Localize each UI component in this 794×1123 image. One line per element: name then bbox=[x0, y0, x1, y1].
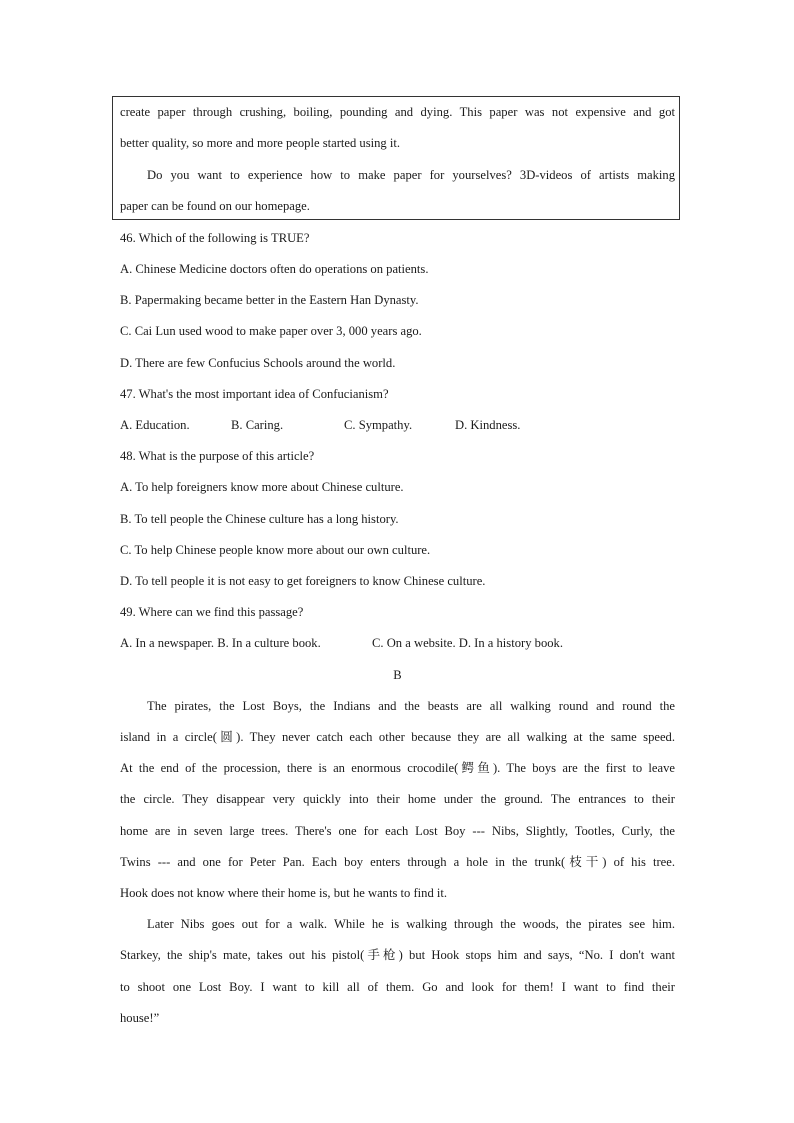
question-46-option-d: D. There are few Confucius Schools around the world. bbox=[120, 356, 396, 370]
question-47-option-a: A. Education. bbox=[120, 418, 190, 432]
passage-line: The pirates, the Lost Boys, the Indians and the beasts are all walking round and round the bbox=[147, 699, 675, 713]
passage-line: At the end of the procession, there is an enormous crocodile(鳄鱼). The boys are the first to leave bbox=[120, 761, 675, 775]
section-heading-b: B bbox=[393, 668, 402, 682]
passage-line: home are in seven large trees. There's one for each Lost Boy --- Nibs, Slightly, Tootles, Curly, the bbox=[120, 824, 675, 838]
question-49-options-cd: C. On a website. D. In a history book. bbox=[372, 636, 563, 650]
question-48-option-d: D. To tell people it is not easy to get foreigners to know Chinese culture. bbox=[120, 574, 486, 588]
passage-line: Hook does not know where their home is, but he wants to find it. bbox=[120, 886, 448, 900]
question-47: 47. What's the most important idea of Confucianism? bbox=[120, 387, 389, 401]
question-48: 48. What is the purpose of this article? bbox=[120, 449, 315, 463]
question-47-option-d: D. Kindness. bbox=[455, 418, 521, 432]
question-47-option-c: C. Sympathy. bbox=[344, 418, 413, 432]
question-49-options-ab: A. In a newspaper. B. In a culture book. bbox=[120, 636, 321, 650]
passage-line: house!” bbox=[120, 1011, 160, 1025]
passage-line: Starkey, the ship's mate, takes out his pistol(手枪) but Hook stops him and says, “No. I don't want bbox=[120, 948, 675, 962]
question-46-option-c: C. Cai Lun used wood to make paper over 3, 000 years ago. bbox=[120, 324, 422, 338]
question-46-option-b: B. Papermaking became better in the Eastern Han Dynasty. bbox=[120, 293, 419, 307]
passage-line: island in a circle(圆). They never catch each other because they are all walking at the same speed. bbox=[120, 730, 675, 744]
question-47-option-b: B. Caring. bbox=[231, 418, 284, 432]
passage-line: Twins --- and one for Peter Pan. Each boy enters through a hole in the trunk(枝干) of his tree. bbox=[120, 855, 675, 869]
question-46-option-a: A. Chinese Medicine doctors often do operations on patients. bbox=[120, 262, 429, 276]
passage-line: to shoot one Lost Boy. I want to kill all of them. Go and look for them! I want to find their bbox=[120, 980, 675, 994]
question-48-option-a: A. To help foreigners know more about Chinese culture. bbox=[120, 480, 404, 494]
box-line-2: better quality, so more and more people started using it. bbox=[120, 136, 401, 150]
question-48-option-c: C. To help Chinese people know more about our own culture. bbox=[120, 543, 431, 557]
passage-line: the circle. They disappear very quickly into their home under the ground. The entrances to their bbox=[120, 792, 675, 806]
question-49: 49. Where can we find this passage? bbox=[120, 605, 304, 619]
box-line-1: create paper through crushing, boiling, pounding and dying. This paper was not expensive and got bbox=[120, 105, 675, 119]
box-line-4: paper can be found on our homepage. bbox=[120, 199, 310, 213]
box-line-3: Do you want to experience how to make paper for yourselves? 3D-videos of artists making bbox=[147, 168, 675, 182]
question-48-option-b: B. To tell people the Chinese culture has a long history. bbox=[120, 512, 399, 526]
passage-line: Later Nibs goes out for a walk. While he is walking through the woods, the pirates see him. bbox=[147, 917, 675, 931]
question-46: 46. Which of the following is TRUE? bbox=[120, 231, 310, 245]
